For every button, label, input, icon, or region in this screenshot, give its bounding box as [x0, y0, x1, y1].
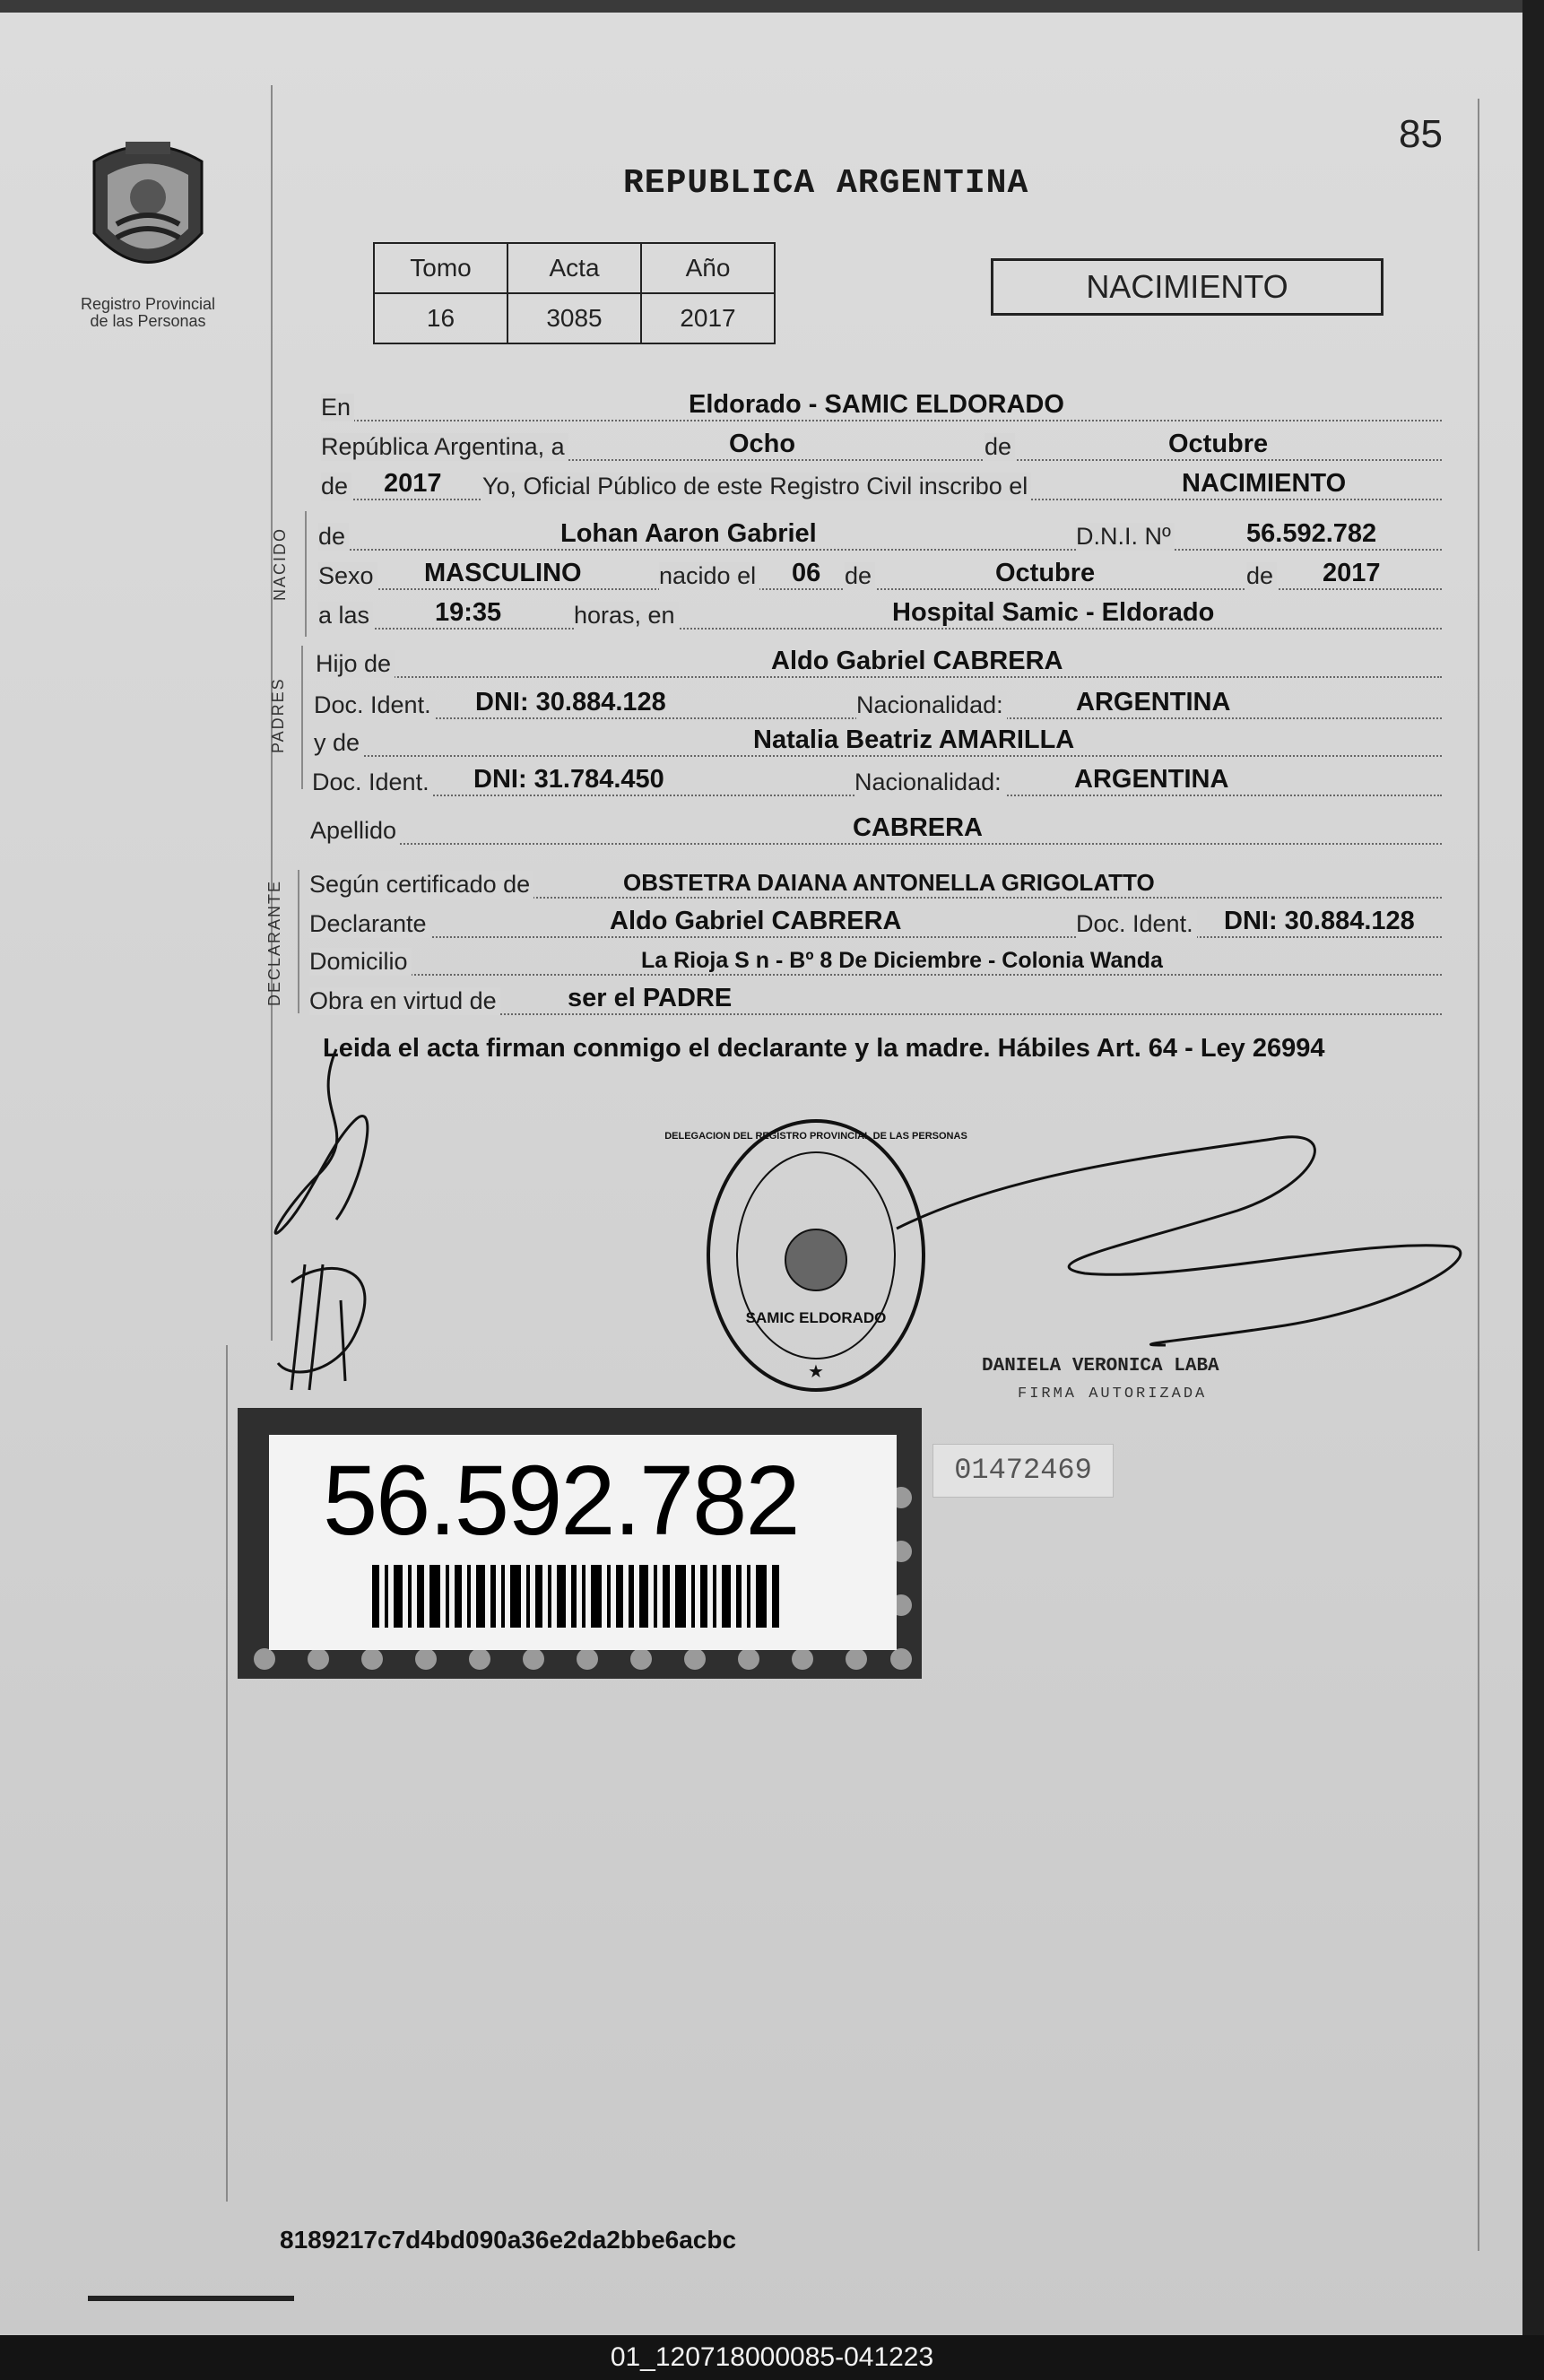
official-title: FIRMA AUTORIZADA — [1018, 1385, 1208, 1403]
value-sexo: MASCULINO — [424, 559, 582, 587]
header-tomo: Tomo — [374, 243, 507, 293]
value-mother-doc: DNI: 31.784.450 — [473, 765, 664, 794]
label-inscribo: Yo, Oficial Público de este Registro Civil inscribo el — [482, 473, 1031, 500]
serial-number: 01472469 — [932, 1444, 1114, 1498]
value-day-word: Ocho — [729, 430, 796, 458]
scan-top-edge — [0, 0, 1544, 13]
value-birth-place: Hospital Samic - Eldorado — [892, 598, 1215, 627]
value-domicilio: La Rioja S n - Bº 8 De Diciembre - Colonia Wanda — [641, 948, 1163, 973]
field-row-sex-birth — [318, 560, 1442, 595]
label-de-year: de — [321, 473, 351, 500]
value-mother-nationality: ARGENTINA — [1074, 765, 1229, 794]
field-row-declarante — [309, 908, 1442, 943]
barcode-number: 56.592.782 — [323, 1446, 799, 1556]
bottom-mark — [88, 2296, 294, 2301]
label-alas: a las — [318, 602, 373, 630]
value-obra: ser el PADRE — [568, 984, 733, 1012]
label-certificado: Según certificado de — [309, 871, 533, 899]
field-row-father — [316, 647, 1442, 683]
value-month: Octubre — [1168, 430, 1269, 458]
label-nacido: nacido el — [659, 562, 759, 590]
field-row-domicilio — [309, 945, 1442, 981]
registry-seal — [664, 1112, 967, 1399]
registry-reference-table — [373, 242, 776, 344]
logo-caption-line-1: Registro Provincial — [80, 295, 216, 313]
value-father-doc: DNI: 30.884.128 — [475, 688, 666, 717]
label-sexo: Sexo — [318, 562, 377, 590]
label-de-birth-month: de — [845, 562, 875, 590]
value-apellido: CABRERA — [853, 813, 983, 842]
label-republica: República Argentina, a — [321, 433, 568, 461]
value-mother-name: Natalia Beatriz AMARILLA — [753, 725, 1075, 754]
value-child-dni: 56.592.782 — [1246, 519, 1377, 548]
declarant-signature — [256, 1040, 408, 1417]
section-label-declarant: DECLARANTE — [265, 879, 283, 1006]
seal-inner-text: SAMIC ELDORADO — [745, 1309, 887, 1326]
value-birth-month: Octubre — [995, 559, 1096, 587]
label-yde: y de — [314, 729, 363, 757]
value-birth-year: 2017 — [1323, 559, 1381, 587]
field-row-en — [321, 391, 1442, 427]
barcode-bars — [372, 1565, 785, 1628]
label-father-doc: Doc. Ident. — [314, 691, 435, 719]
field-row-obra — [309, 985, 1442, 1021]
value-declarante-doc: DNI: 30.884.128 — [1224, 907, 1415, 935]
label-en: En — [321, 394, 354, 421]
label-domicilio: Domicilio — [309, 948, 412, 976]
value-acta: 3085 — [507, 293, 641, 343]
page-number: 85 — [1399, 112, 1443, 156]
official-name: DANIELA VERONICA LABA — [982, 1356, 1219, 1377]
scan-right-edge — [1522, 0, 1544, 2335]
value-father-nationality: ARGENTINA — [1076, 688, 1231, 717]
field-row-father-doc — [314, 689, 1442, 725]
province-crest-logo — [76, 135, 220, 296]
label-mother-doc: Doc. Ident. — [312, 769, 433, 796]
value-ano: 2017 — [641, 293, 775, 343]
seal-star: ★ — [808, 1360, 824, 1382]
seal-outer-text: DELEGACION DEL REGISTRO PROVINCIAL DE LAS PERSONAS — [664, 1131, 967, 1142]
field-row-time-place — [318, 599, 1442, 635]
label-apellido: Apellido — [310, 817, 400, 845]
parents-section-bracket — [301, 646, 303, 789]
logo-caption-line-2: de las Personas — [90, 312, 206, 330]
label-dni: D.N.I. Nº — [1076, 523, 1175, 551]
scan-footer-id: 01_120718000085-041223 — [0, 2335, 1544, 2380]
barcode-label — [269, 1435, 897, 1650]
section-label-born: NACIDO — [271, 526, 289, 601]
value-en: Eldorado - SAMIC ELDORADO — [689, 390, 1064, 419]
value-tomo: 16 — [374, 293, 507, 343]
label-father-nationality: Nacionalidad: — [856, 691, 1007, 719]
label-name: de — [318, 523, 349, 551]
label-obra: Obra en virtud de — [309, 987, 500, 1015]
section-label-parents: PADRES — [269, 677, 287, 753]
label-declarante: Declarante — [309, 910, 430, 938]
value-birth-time: 19:35 — [435, 598, 502, 627]
left-margin-rule-lower — [226, 1345, 228, 2202]
field-row-apellido — [310, 814, 1442, 850]
value-inscribo: NACIMIENTO — [1182, 469, 1347, 498]
value-certificado: OBSTETRA DAIANA ANTONELLA GRIGOLATTO — [623, 869, 1155, 896]
field-row-date — [321, 430, 1442, 466]
label-declarante-doc: Doc. Ident. — [1076, 910, 1197, 938]
label-de-month: de — [985, 433, 1015, 461]
logo-caption — [54, 296, 242, 330]
declarant-section-bracket — [298, 870, 299, 1013]
value-father-name: Aldo Gabriel CABRERA — [771, 647, 1063, 675]
field-row-inscribo — [321, 470, 1442, 506]
closing-statement: Leida el acta firman conmigo el declarante y la madre. Hábiles Art. 64 - Ley 26994 — [323, 1034, 1325, 1063]
field-row-certificado — [309, 868, 1442, 904]
label-mother-nationality: Nacionalidad: — [854, 769, 1005, 796]
label-horas: horas, en — [574, 602, 679, 630]
page-title: REPUBLICA ARGENTINA — [623, 164, 1029, 203]
value-birth-day: 06 — [792, 559, 821, 587]
header-ano: Año — [641, 243, 775, 293]
field-row-mother — [314, 726, 1442, 762]
official-signature — [897, 1121, 1479, 1372]
field-row-mother-doc — [312, 766, 1442, 802]
value-year: 2017 — [384, 469, 442, 498]
header-acta: Acta — [507, 243, 641, 293]
value-declarante: Aldo Gabriel CABRERA — [610, 907, 902, 935]
record-type-box: NACIMIENTO — [991, 258, 1384, 316]
label-de-birth-year: de — [1246, 562, 1277, 590]
born-section-bracket — [305, 511, 307, 637]
document-hash: 8189217c7d4bd090a36e2da2bbe6acbc — [280, 2226, 737, 2254]
label-hijo: Hijo de — [316, 650, 395, 678]
field-row-name — [318, 520, 1442, 556]
value-child-name: Lohan Aaron Gabriel — [560, 519, 817, 548]
